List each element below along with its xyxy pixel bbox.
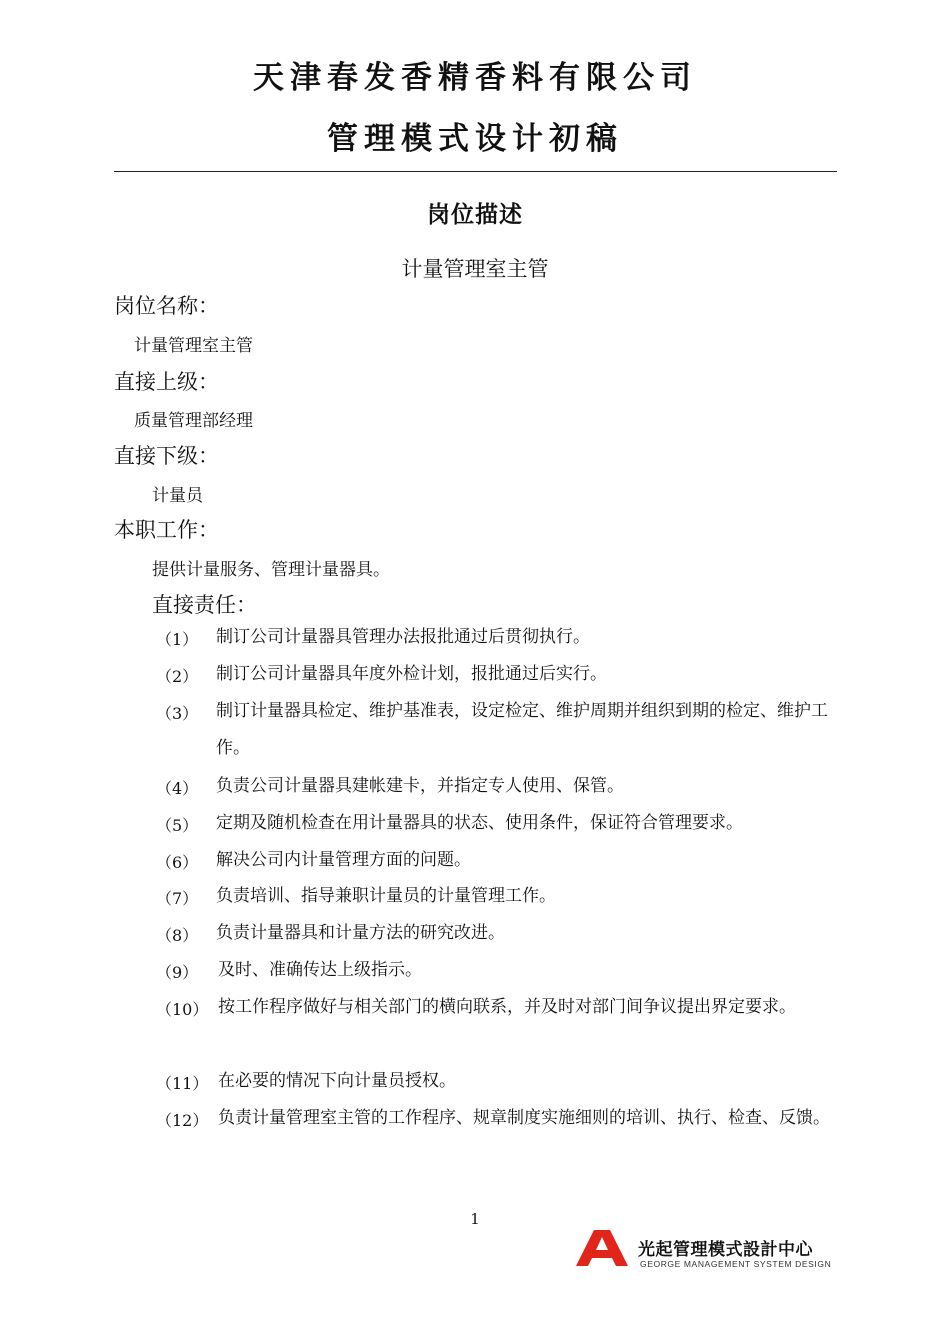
superior-label: 直接上级：: [114, 370, 219, 394]
responsibilities-label: 直接责任：: [152, 593, 257, 617]
logo-text-cn: 光起管理模式設計中心: [638, 1240, 813, 1260]
list-item-number: （9）: [156, 963, 199, 982]
list-item: 按工作程序做好与相关部门的横向联系，并及时对部门间争议提出界定要求。: [218, 997, 796, 1017]
position-name-label: 岗位名称：: [114, 294, 219, 318]
list-item: 负责计量器具和计量方法的研究改进。: [216, 923, 505, 943]
list-item: 解决公司内计量管理方面的问题。: [216, 850, 471, 870]
position-title: 计量管理室主管: [401, 257, 549, 281]
list-item-number: （6）: [156, 853, 199, 872]
list-item-number: （12）: [156, 1111, 209, 1130]
list-item-number: （3）: [156, 704, 199, 723]
logo-text-en: GEORGE MANAGEMENT SYSTEM DESIGN: [640, 1259, 832, 1269]
subordinate-value: 计量员: [152, 486, 203, 506]
list-item-number: （4）: [156, 779, 199, 798]
position-name-value: 计量管理室主管: [134, 336, 253, 356]
list-item: 定期及随机检查在用计量器具的状态、使用条件，保证符合管理要求。: [216, 813, 743, 833]
list-item: 制订公司计量器具年度外检计划，报批通过后实行。: [216, 664, 607, 684]
list-item-number: （11）: [156, 1074, 209, 1093]
list-item-number: （8）: [156, 926, 199, 945]
list-item-number: （2）: [156, 667, 199, 686]
list-item: 负责培训、指导兼职计量员的计量管理工作。: [216, 886, 556, 906]
list-item: 负责计量管理室主管的工作程序、规章制度实施细则的培训、执行、检查、反馈。: [218, 1108, 830, 1128]
subordinate-label: 直接下级：: [114, 444, 219, 468]
list-item: 及时、准确传达上级指示。: [218, 960, 422, 980]
header-divider: [114, 171, 837, 172]
company-title: 天津春发香精香料有限公司: [253, 60, 697, 96]
duty-value: 提供计量服务、管理计量器具。: [152, 560, 390, 580]
list-item: 在必要的情况下向计量员授权。: [218, 1071, 456, 1091]
duty-label: 本职工作：: [114, 518, 219, 542]
list-item-number: （1）: [156, 630, 199, 649]
list-item-number: （7）: [156, 889, 199, 908]
superior-value: 质量管理部经理: [134, 411, 253, 431]
document-title: 管理模式设计初稿: [327, 121, 623, 157]
list-item: 制订计量器具检定、维护基准表，设定检定、维护周期并组织到期的检定、维护工作。: [216, 701, 828, 758]
page-number: 1: [470, 1210, 480, 1228]
list-item: 制订公司计量器具管理办法报批通过后贯彻执行。: [216, 627, 590, 647]
list-item: 负责公司计量器具建帐建卡，并指定专人使用、保管。: [216, 776, 624, 796]
logo-mark-icon: [574, 1228, 630, 1268]
section-title: 岗位描述: [427, 202, 523, 228]
list-item-number: （5）: [156, 816, 199, 835]
list-item-number: （10）: [156, 1000, 209, 1019]
